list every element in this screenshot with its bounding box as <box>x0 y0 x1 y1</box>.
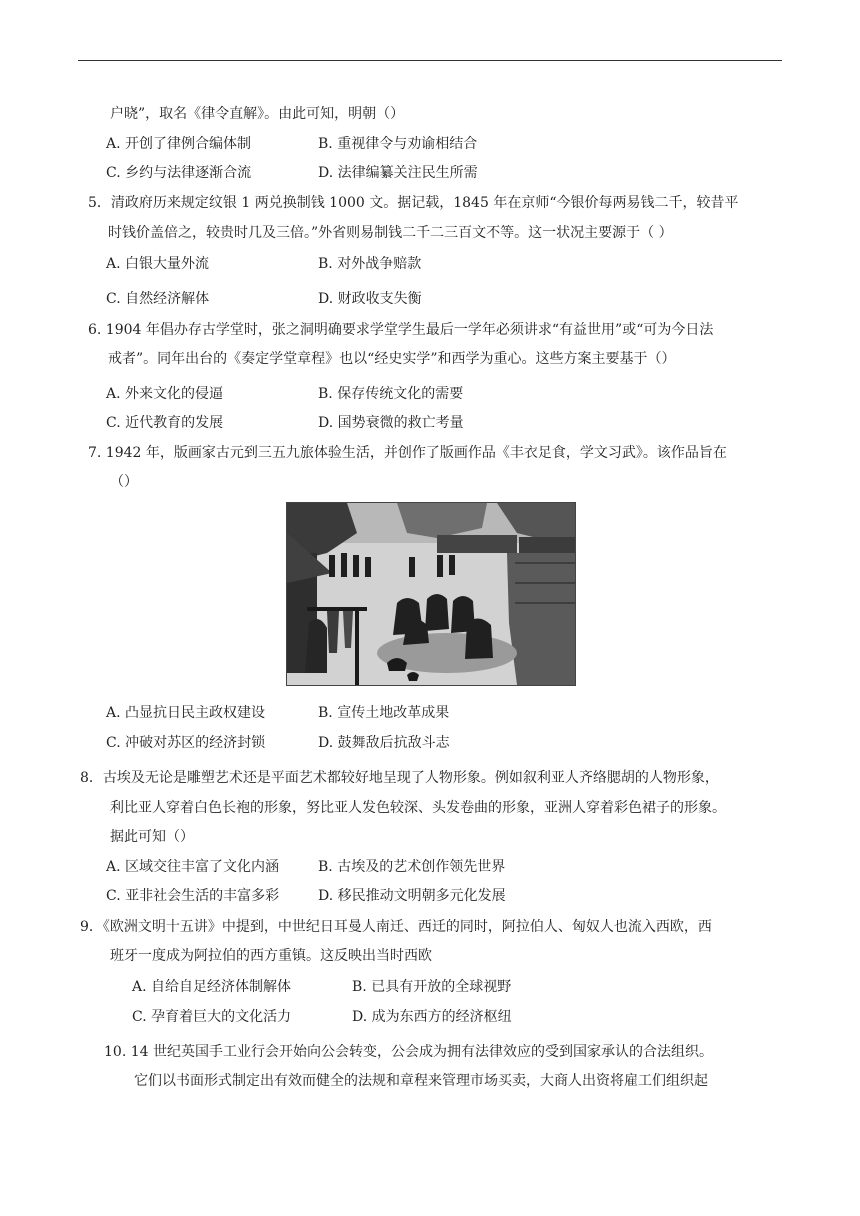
q8-option-a: A. 区域交往丰富了文化内涵 <box>106 859 280 875</box>
q5-option-c: C. 自然经济解体 <box>106 291 210 307</box>
q4-option-d: D. 法律编纂关注民生所需 <box>318 165 478 181</box>
q9-option-b: B. 已具有开放的全球视野 <box>352 979 512 995</box>
q10-stem-line-2: 它们以书面形式制定出有效而健全的法规和章程来管理市场买卖，大商人出资将雇工们组织起 <box>134 1073 708 1089</box>
q6-option-a: A. 外来文化的侵逼 <box>106 386 224 402</box>
q5-option-a: A. 白银大量外流 <box>106 256 210 272</box>
q5-option-b: B. 对外战争赔款 <box>318 256 422 272</box>
q10-stem-line-1: 10. 14 世纪英国手工业行会开始向公会转变，公会成为拥有法律效应的受到国家承认的合法组织。 <box>104 1044 713 1060</box>
q6-option-b: B. 保存传统文化的需要 <box>318 386 464 402</box>
q5-stem-line-1: 5．清政府历来规定纹银 1 两兑换制钱 1000 文。据记载，1845 年在京师“今银价每两易钱二千，较昔平 <box>88 195 739 211</box>
q7-option-c: C. 冲破对苏区的经济封锁 <box>106 735 266 751</box>
q9-option-d: D. 成为东西方的经济枢纽 <box>352 1009 512 1025</box>
q5-stem-line-2: 时钱价盖倍之，较贵时几及三倍。”外省则易制钱二千二三百文不等。这一状况主要源于（ ） <box>108 225 673 241</box>
q9-option-c: C. 孕育着巨大的文化活力 <box>132 1009 292 1025</box>
q8-stem-line-1: 8．古埃及无论是雕塑艺术还是平面艺术都较好地呈现了人物形象。例如叙利亚人齐络腮胡的人物形象， <box>80 770 719 786</box>
q9-option-a: A. 自给自足经济体制解体 <box>132 979 292 995</box>
q4-option-a: A. 开创了律例合编体制 <box>106 136 252 152</box>
q7-option-a: A. 凸显抗日民主政权建设 <box>106 705 266 721</box>
q7-stem-line-1: 7. 1942 年，版画家古元到三五九旅体验生活，并创作了版画作品《丰衣足食，学文习武》。该作品旨在 <box>88 445 727 461</box>
header-rule <box>78 60 782 61</box>
q6-option-c: C. 近代教育的发展 <box>106 415 224 431</box>
q4-stem-tail: 户晓”，取名《律令直解》。由此可知，明朝（） <box>110 106 405 122</box>
q9-stem-line-1: 9．《欧洲文明十五讲》中提到，中世纪日耳曼人南迁、西迁的同时，阿拉伯人、匈奴人也流入西欧，西 <box>80 919 712 935</box>
woodcut-print-image <box>286 502 576 686</box>
woodcut-illustration <box>287 503 575 685</box>
q6-option-d: D. 国势衰微的救亡考量 <box>318 415 464 431</box>
q6-stem-line-1: 6. 1904 年倡办存古学堂时，张之洞明确要求学堂学生最后一学年必须讲求“有益世用”或“可为今日法 <box>88 322 714 338</box>
q7-option-d: D. 鼓舞敌后抗敌斗志 <box>318 735 450 751</box>
q9-stem-line-2: 班牙一度成为阿拉伯的西方重镇。这反映出当时西欧 <box>110 948 432 964</box>
q8-stem-line-3: 据此可知（） <box>110 829 194 845</box>
q5-option-d: D. 财政收支失衡 <box>318 291 422 307</box>
q7-option-b: B. 宣传土地改革成果 <box>318 705 450 721</box>
q4-option-c: C. 乡约与法律逐渐合流 <box>106 165 252 181</box>
q4-option-b: B. 重视律令与劝谕相结合 <box>318 136 478 152</box>
q8-stem-line-2: 利比亚人穿着白色长袍的形象，努比亚人发色较深、头发卷曲的形象，亚洲人穿着彩色裙子的形象。 <box>110 800 726 816</box>
q7-stem-line-2: （） <box>110 474 138 490</box>
q8-option-d: D. 移民推动文明朝多元化发展 <box>318 888 506 904</box>
q8-option-c: C. 亚非社会生活的丰富多彩 <box>106 888 280 904</box>
q8-option-b: B. 古埃及的艺术创作领先世界 <box>318 859 506 875</box>
q6-stem-line-2: 戒者”。同年出台的《奏定学堂章程》也以“经史实学”和西学为重心。这些方案主要基于（） <box>108 351 676 367</box>
